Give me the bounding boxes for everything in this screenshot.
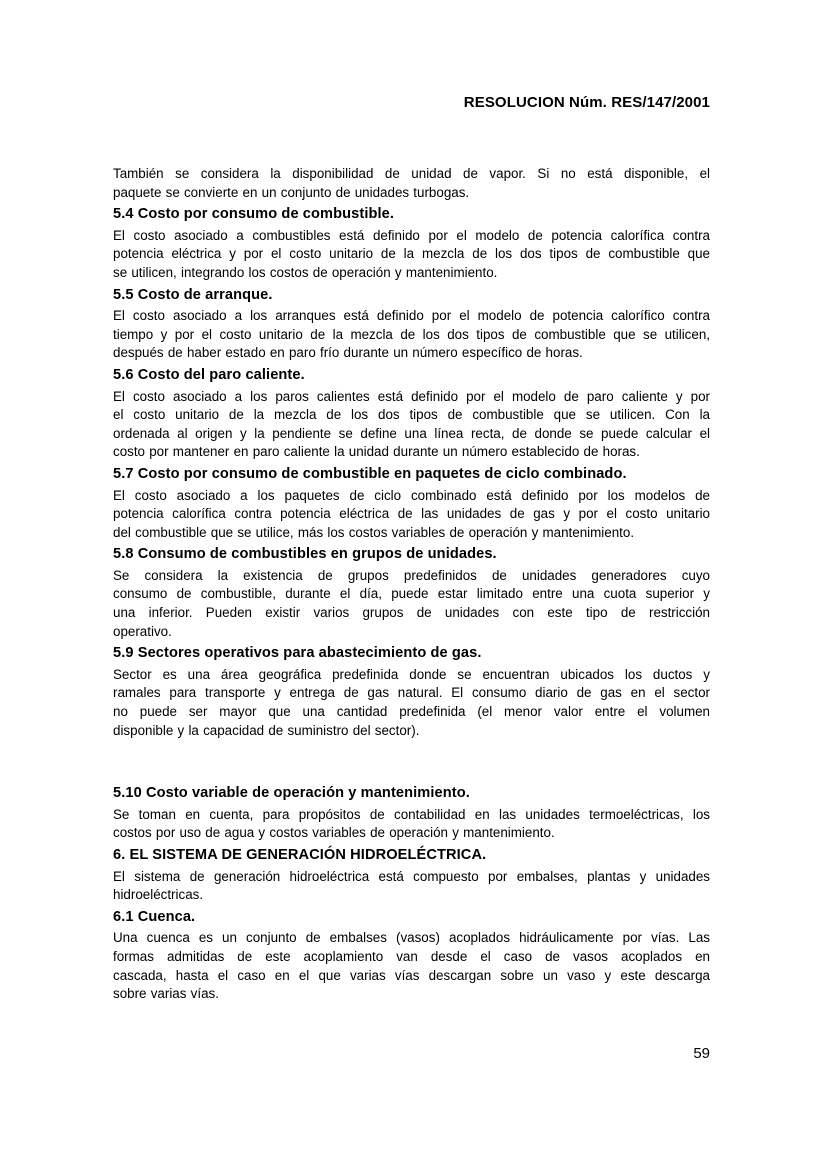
paragraph-line: se utilicen, integrando los costos de operación y mantenimiento. xyxy=(113,264,498,280)
page-number: 59 xyxy=(693,1045,710,1062)
paragraph-line: Se toman en cuenta, para propósitos de contabilidad en las unidades termoeléctricas, los xyxy=(113,806,710,822)
intro-paragraph xyxy=(113,165,710,202)
paragraph-line: después de haber estado en paro frío durante un número específico de horas. xyxy=(113,345,583,361)
paragraph-line: sobre varias vías. xyxy=(113,986,219,1002)
paragraph-line: consumo de combustible, durante el día, puede estar limitado entre una cuota superior y xyxy=(113,586,710,602)
section-5-5 xyxy=(113,286,710,363)
section-paragraph xyxy=(113,806,710,843)
section-paragraph xyxy=(113,567,710,641)
section-6-1 xyxy=(113,908,710,1004)
paragraph-line: También se considera la disponibilidad de unidad de vapor. Si no está disponible, el xyxy=(113,166,710,181)
paragraph-line: hidroeléctricas. xyxy=(113,887,204,903)
section-paragraph xyxy=(113,868,710,905)
paragraph-line: costo por mantener en paro caliente la unidad durante un número establecido de horas. xyxy=(113,444,640,460)
section-heading: 5.7 Costo por consumo de combustible en paquetes de ciclo combinado. xyxy=(113,465,627,482)
paragraph-line: El costo asociado a los paquetes de ciclo combinado está definido por los modelos de xyxy=(113,487,710,503)
section-heading: 5.4 Costo por consumo de combustible. xyxy=(113,206,395,223)
paragraph-line: tiempo y por el costo unitario de la mezcla de los dos tipos de combustible que se utilicen, xyxy=(113,326,710,342)
section-paragraph xyxy=(113,487,710,543)
paragraph-line: operativo. xyxy=(113,623,172,639)
paragraph-line: no puede ser mayor que una cantidad predefinida (el menor valor entre el volumen xyxy=(113,704,710,720)
paragraph-line: paquete se convierte en un conjunto de unidades turbogas. xyxy=(113,184,470,200)
paragraph-line: Una cuenca es un conjunto de embalses (vasos) acoplados hidráulicamente por vías. Las xyxy=(113,930,710,946)
paragraph-line: formas admitidas de este acoplamiento van desde el caso de vasos acoplados en xyxy=(113,948,710,964)
paragraph-line: El costo asociado a los paros calientes está definido por el modelo de paro caliente y por xyxy=(113,388,710,404)
section-paragraph xyxy=(113,929,710,1003)
page-content xyxy=(113,0,710,1006)
paragraph-line: potencia eléctrica y por el costo unitario de la mezcla de los dos tipos de combustible que xyxy=(113,246,710,262)
paragraph-line: El costo asociado a combustibles está definido por el modelo de potencia calorífica contra xyxy=(113,227,710,243)
section-6 xyxy=(113,846,710,905)
paragraph-line: costos por uso de agua y costos variables de operación y mantenimiento. xyxy=(113,825,555,841)
paragraph-line: cascada, hasta el caso en el que varias vías descargan sobre un vaso y este descarga xyxy=(113,967,710,983)
section-heading: 5.6 Costo del paro caliente. xyxy=(113,366,305,383)
section-paragraph xyxy=(113,388,710,462)
paragraph-line: El sistema de generación hidroeléctrica está compuesto por embalses, plantas y unidades xyxy=(113,868,710,884)
paragraph-line: potencia calorífica contra potencia eléctrica de las unidades de gas y por el costo unitario xyxy=(113,506,710,522)
section-5-7 xyxy=(113,465,710,542)
paragraph-line: del combustible que se utilice, más los costos variables de operación y mantenimiento. xyxy=(113,524,635,540)
section-heading: 6.1 Cuenca. xyxy=(113,908,196,925)
resolution-header: RESOLUCION Núm. RES/147/2001 xyxy=(463,94,710,111)
paragraph-line: ramales para transporte y entrega de gas natural. El consumo diario de gas en el sector xyxy=(113,685,710,701)
section-5-10 xyxy=(113,784,710,843)
section-paragraph xyxy=(113,666,710,740)
section-paragraph xyxy=(113,227,710,283)
section-heading: 6. EL SISTEMA DE GENERACIÓN HIDROELÉCTRICA. xyxy=(113,847,487,863)
paragraph-line: Sector es una área geográfica predefinida donde se encuentran ubicados los ductos y xyxy=(113,666,710,682)
section-heading: 5.9 Sectores operativos para abastecimiento de gas. xyxy=(113,645,482,662)
paragraph-line: el costo unitario de la mezcla de los dos tipos de combustible que se utilicen. Con la xyxy=(113,407,710,423)
paragraph-line: El costo asociado a los arranques está definido por el modelo de potencia calorífico contra xyxy=(113,308,710,324)
section-paragraph xyxy=(113,307,710,363)
section-5-8 xyxy=(113,545,710,641)
paragraph-line: disponible y la capacidad de suministro del sector). xyxy=(113,722,420,738)
section-heading: 5.8 Consumo de combustibles en grupos de unidades. xyxy=(113,546,497,563)
paragraph-line: ordenada al origen y la pendiente se define una línea recta, de donde se puede calcular el xyxy=(113,425,710,441)
paragraph-line: Se considera la existencia de grupos predefinidos de unidades generadores cuyo xyxy=(113,567,710,583)
section-5-9 xyxy=(113,644,710,740)
paragraph-line: una inferior. Pueden existir varios grupos de unidades con este tipo de restricción xyxy=(113,605,710,621)
section-heading: 5.5 Costo de arranque. xyxy=(113,286,273,303)
section-5-4 xyxy=(113,205,710,282)
section-heading: 5.10 Costo variable de operación y mantenimiento. xyxy=(113,785,470,802)
section-5-6 xyxy=(113,366,710,462)
